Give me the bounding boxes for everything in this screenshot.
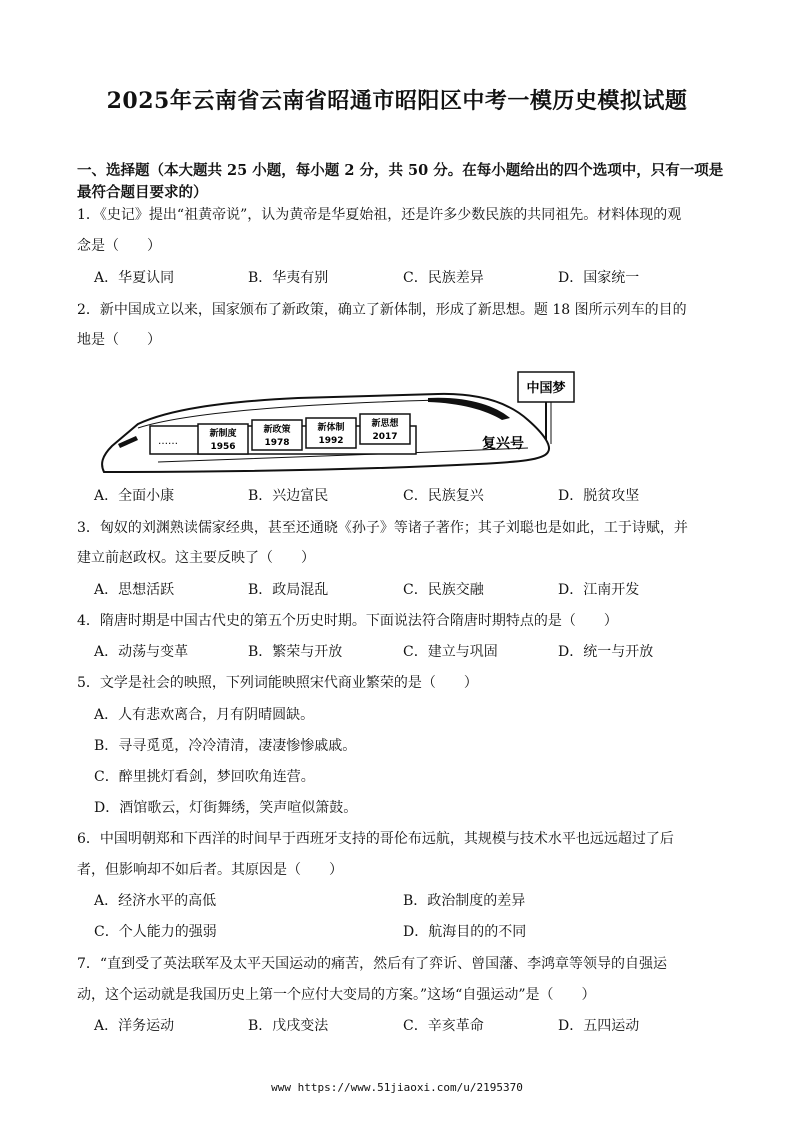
train-window-year: 1978 bbox=[264, 438, 290, 448]
question-3-stem-line-2: 建立前赵政权。这主要反映了（ ） bbox=[77, 550, 315, 566]
question-3-option-c: C．民族交融 bbox=[403, 582, 484, 598]
question-2-stem-line-2: 地是（ ） bbox=[77, 332, 161, 348]
train-window-year: 2017 bbox=[372, 432, 398, 442]
question-6-option-a: A．经济水平的高低 bbox=[94, 893, 217, 909]
train-window-label: 新制度 bbox=[209, 429, 237, 439]
question-3-option-a: A．思想活跃 bbox=[94, 582, 175, 598]
train-name: 复兴号 bbox=[482, 436, 524, 452]
train-window-1992 bbox=[306, 418, 356, 448]
question-1-stem-line-1: 1．《史记》提出“祖黄帝说”，认为黄帝是华夏始祖，还是许多少数民族的共同祖先。材料体现的观 bbox=[77, 207, 682, 223]
question-3-option-d: D．江南开发 bbox=[558, 582, 640, 598]
question-3-option-b: B．政局混乱 bbox=[248, 582, 329, 598]
question-1-option-b: B．华夷有别 bbox=[248, 270, 329, 286]
question-6-option-d: D．航海目的的不同 bbox=[403, 924, 527, 940]
question-1-option-a: A．华夏认同 bbox=[94, 270, 175, 286]
question-6-stem-line-1: 6．中国明朝郑和下西洋的时间早于西班牙支持的哥伦布远航，其规模与技术水平也远远超过了后 bbox=[77, 831, 674, 847]
question-6-option-c: C．个人能力的强弱 bbox=[94, 924, 217, 940]
question-5-stem-line-1: 5．文学是社会的映照，下列词能映照宋代商业繁荣的是（ ） bbox=[77, 675, 478, 691]
question-3-stem-line-1: 3．匈奴的刘渊熟读儒家经典，甚至还通晓《孙子》等诸子著作；其子刘聪也是如此，工于诗赋，并 bbox=[77, 520, 688, 536]
train-window-label: 新体制 bbox=[317, 423, 345, 433]
question-1-option-d: D．国家统一 bbox=[558, 270, 640, 286]
question-2-option-a: A．全面小康 bbox=[94, 488, 175, 504]
question-2-option-b: B．兴边富民 bbox=[248, 488, 329, 504]
question-1-stem-line-2: 念是（ ） bbox=[77, 238, 161, 254]
question-7-option-c: C．辛亥革命 bbox=[403, 1018, 484, 1034]
train-dots: …… bbox=[158, 436, 178, 447]
question-4-option-b: B．繁荣与开放 bbox=[248, 644, 343, 660]
train-window-year: 1956 bbox=[210, 442, 236, 452]
train-window-2017 bbox=[360, 414, 410, 444]
train-figure bbox=[98, 372, 566, 482]
question-4-option-d: D．统一与开放 bbox=[558, 644, 654, 660]
question-7-stem-line-1: 7．“直到受了英法联军及太平天国运动的痛苦，然后有了弈䜣、曾国藩、李鸿章等领导的自强运 bbox=[77, 956, 668, 972]
question-7-option-b: B．戊戌变法 bbox=[248, 1018, 329, 1034]
china-dream-sign-text: 中国梦 bbox=[526, 381, 566, 396]
train-window-label: 新政策 bbox=[263, 425, 291, 435]
question-5-option-a: A．人有悲欢离合，月有阴晴圆缺。 bbox=[94, 707, 315, 723]
question-7-stem-line-2: 动，这个运动就是我国历史上第一个应付大变局的方案。”这场“自强运动”是（ ） bbox=[77, 987, 596, 1003]
question-4-option-c: C．建立与巩固 bbox=[403, 644, 498, 660]
section-heading: 一、选择题（本大题共 25 小题，每小题 2 分，共 50 分。在每小题给出的四个选项中，只有一项是最符合题目要求的） bbox=[77, 162, 724, 201]
question-2-stem-line-1: 2．新中国成立以来，国家颁布了新政策，确立了新体制，形成了新思想。题 18 图所示列车的目的 bbox=[77, 302, 687, 318]
question-2-option-c: C．民族复兴 bbox=[403, 488, 484, 504]
train-window-year: 1992 bbox=[318, 436, 344, 446]
question-5-option-c: C．醉里挑灯看剑，梦回吹角连营。 bbox=[94, 769, 315, 785]
train-window-1956 bbox=[198, 424, 248, 454]
question-6-option-b: B．政治制度的差异 bbox=[403, 893, 526, 909]
question-1-option-c: C．民族差异 bbox=[403, 270, 484, 286]
question-5-option-d: D．酒馆歌云，灯街舞绣，笑声喧似箫鼓。 bbox=[94, 800, 358, 816]
question-4-stem-line-1: 4．隋唐时期是中国古代史的第五个历史时期。下面说法符合隋唐时期特点的是（ ） bbox=[77, 613, 618, 629]
question-7-option-a: A．洋务运动 bbox=[94, 1018, 175, 1034]
question-2-option-d: D．脱贫攻坚 bbox=[558, 488, 640, 504]
footer-link[interactable]: www https://www.51jiaoxi.com/u/2195370 bbox=[271, 1081, 523, 1094]
train-window-1978 bbox=[252, 420, 302, 450]
train-window-label: 新思想 bbox=[371, 419, 399, 429]
question-7-option-d: D．五四运动 bbox=[558, 1018, 640, 1034]
question-4-option-a: A．动荡与变革 bbox=[94, 644, 189, 660]
page-title: 2025年云南省云南省昭通市昭阳区中考一模历史模拟试题 bbox=[106, 88, 688, 114]
question-5-option-b: B．寻寻觅觅，冷冷清清，凄凄惨惨戚戚。 bbox=[94, 738, 357, 754]
question-6-stem-line-2: 者，但影响却不如后者。其原因是（ ） bbox=[77, 862, 343, 878]
